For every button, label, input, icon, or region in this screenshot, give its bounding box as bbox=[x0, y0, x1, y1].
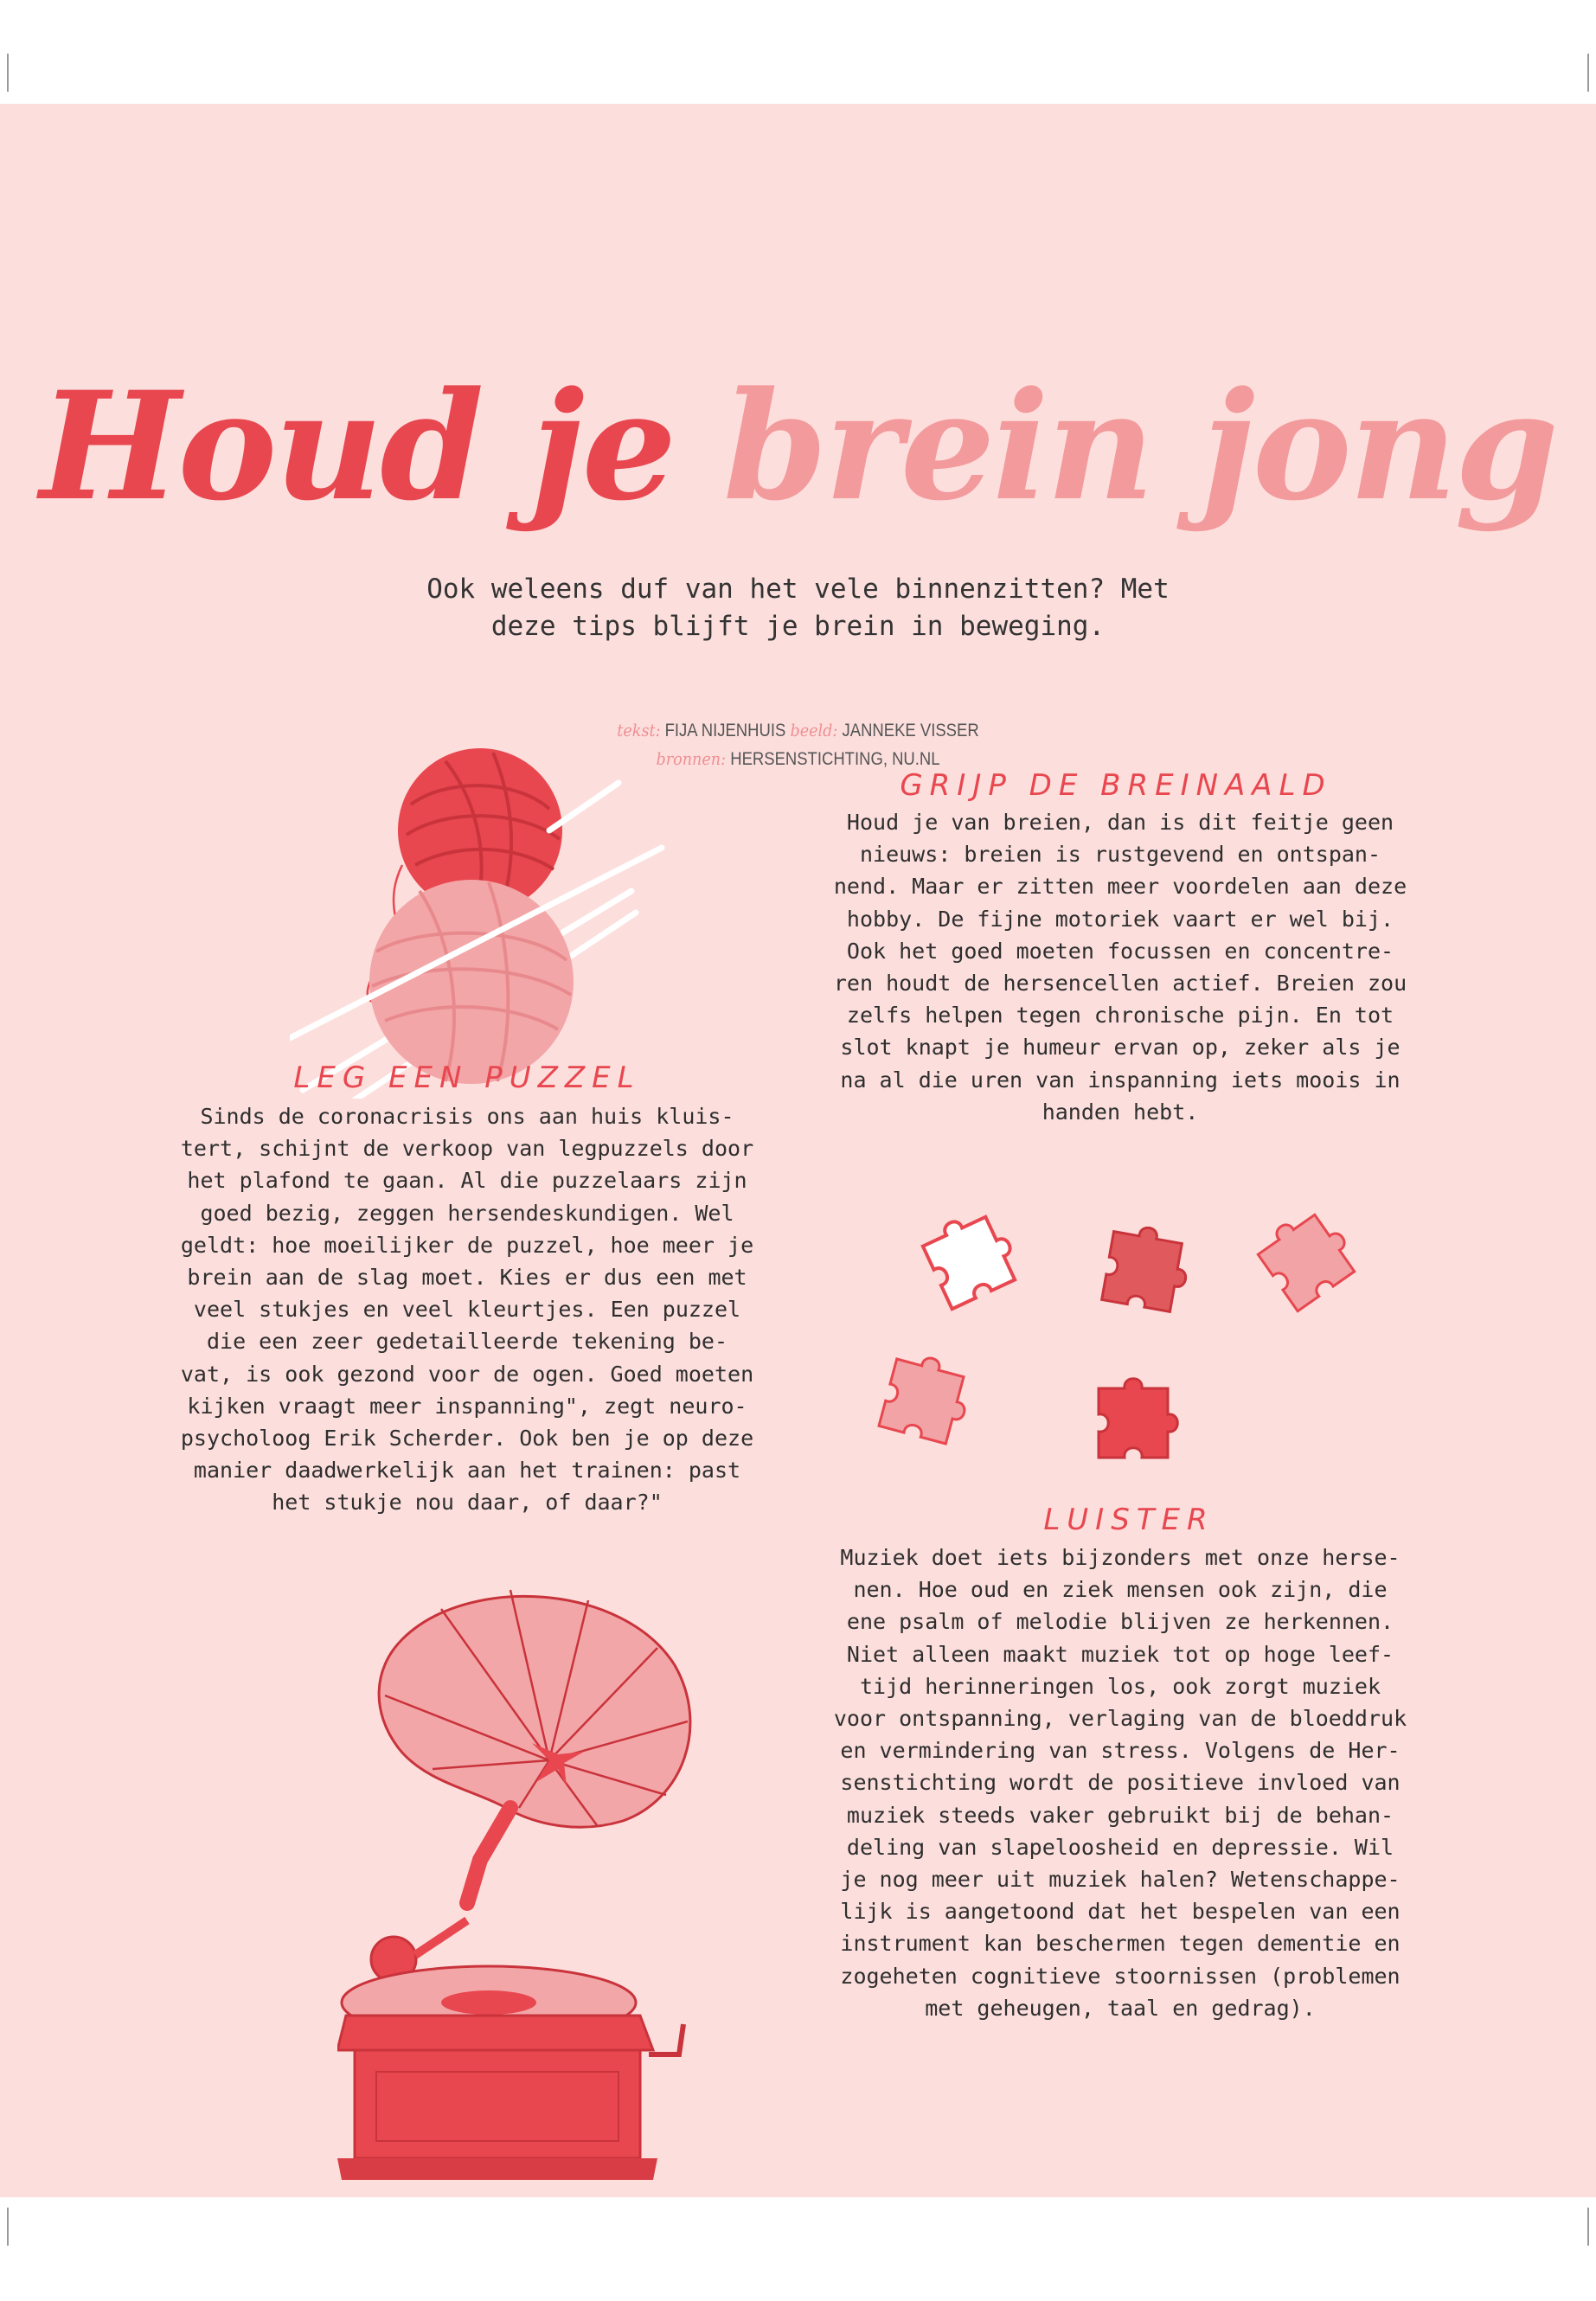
puzzle-piece-red-2 bbox=[1099, 1379, 1177, 1458]
gramophone-neck bbox=[467, 1808, 510, 1903]
gramophone-horn bbox=[379, 1590, 690, 1827]
puzzle-piece-pink-1 bbox=[1253, 1202, 1362, 1311]
puzzle-piece-white bbox=[919, 1204, 1023, 1309]
credit-sources-label: bronnen: bbox=[656, 748, 727, 769]
section-body-knit: Houd je van breien, dan is dit feitje geen nieuws: breien is rustgevend en ontspan- nend. Maar er zitten meer voordelen aan deze hobby. De fijne motoriek vaart er wel bij. Ook het goed moeten focussen en concentre- ren houdt de hersencellen actief. Breien zou zelfs helpen tegen chronische pijn. En tot slot knapt je humeur ervan op, zeker als je na al die uren van inspanning iets moois in handen hebt. bbox=[833, 810, 1407, 1125]
section-heading-music: LUISTER bbox=[1043, 1503, 1215, 1537]
gramophone-record-label bbox=[441, 1990, 536, 2015]
knitting-needle-4 bbox=[549, 783, 619, 830]
gramophone-cabinet bbox=[337, 2016, 657, 2180]
section-heading-puzzle: LEG EEN PUZZEL bbox=[293, 1061, 641, 1095]
crop-mark-bottom-left bbox=[7, 2208, 9, 2246]
intro-text: Ook weleens duf van het vele binnenzitten? Met deze tips blijft je brein in beweging. bbox=[426, 574, 1170, 642]
section-body-puzzle: Sinds de coronacrisis ons aan huis kluis- tert, schijnt de verkoop van legpuzzels door het plafond te gaan. Al die puzzelaars zijn goed bezig, zeggen hersendeskundigen. Wel geldt: hoe moeilijker de puzzel, hoe meer je brein aan de slag moet. Kies er dus een met veel stukjes en veel kleurtjes. Een puzzel die een zeer gedetailleerde tekening be- vat, is ook gezond voor de ogen. Goed moeten kijken vraagt meer inspanning", zegt neuro- psycholoog Erik Scherder. Ook ben je op deze manier daadwerkelijk aan het trainen: past het stukje nou daar, of daar?" bbox=[180, 1104, 754, 1516]
title-part-dark: Houd je bbox=[40, 358, 675, 535]
crop-mark-top-right bbox=[1587, 54, 1589, 92]
gramophone-tonearm bbox=[415, 1920, 467, 1955]
title-part-light: brein jong bbox=[723, 358, 1556, 535]
puzzle-piece-pink-2 bbox=[879, 1349, 976, 1446]
credit-image-value: JANNEKE VISSER bbox=[842, 721, 979, 740]
page-title bbox=[0, 358, 1596, 535]
crop-mark-bottom-right bbox=[1587, 2208, 1589, 2246]
section-heading-knit: GRIJP DE BREINAALD bbox=[900, 768, 1332, 803]
credit-text-label: tekst: bbox=[617, 720, 661, 740]
credit-sources-value: HERSENSTICHTING, NU.NL bbox=[730, 749, 940, 769]
credit-image-label: beeld: bbox=[790, 720, 838, 740]
section-body-music: Muziek doet iets bijzonders met onze herse- nen. Hoe oud en ziek mensen ook zijn, die ene psalm of melodie blijven ze herkennen. Niet alleen maakt muziek tot op hoge leef- tijd herinneringen los, ook zorgt muziek voor ontspanning, verlaging van de bloeddruk en vermindering van stress. Volgens de Her- senstichting wordt de positieve invloed van muziek steeds vaker gebruikt bij de behan- deling van slapeloosheid en depressie. Wil je nog meer uit muziek halen? Wetenschappe- lijk is aangetoond dat het bespelen van een instrument kan beschermen tegen dementie en zogeheten cognitieve stoornissen (problemen met geheugen, taal en gedrag). bbox=[833, 1545, 1407, 2021]
crop-mark-top-left bbox=[7, 54, 9, 92]
yarn-balls-knitting-needles-illustration bbox=[290, 727, 670, 1099]
magazine-page bbox=[0, 104, 1596, 2197]
gramophone-illustration bbox=[337, 1574, 718, 2180]
credit-text-value: FIJA NIJENHUIS bbox=[664, 721, 786, 740]
puzzle-piece-red-1 bbox=[1102, 1222, 1194, 1314]
